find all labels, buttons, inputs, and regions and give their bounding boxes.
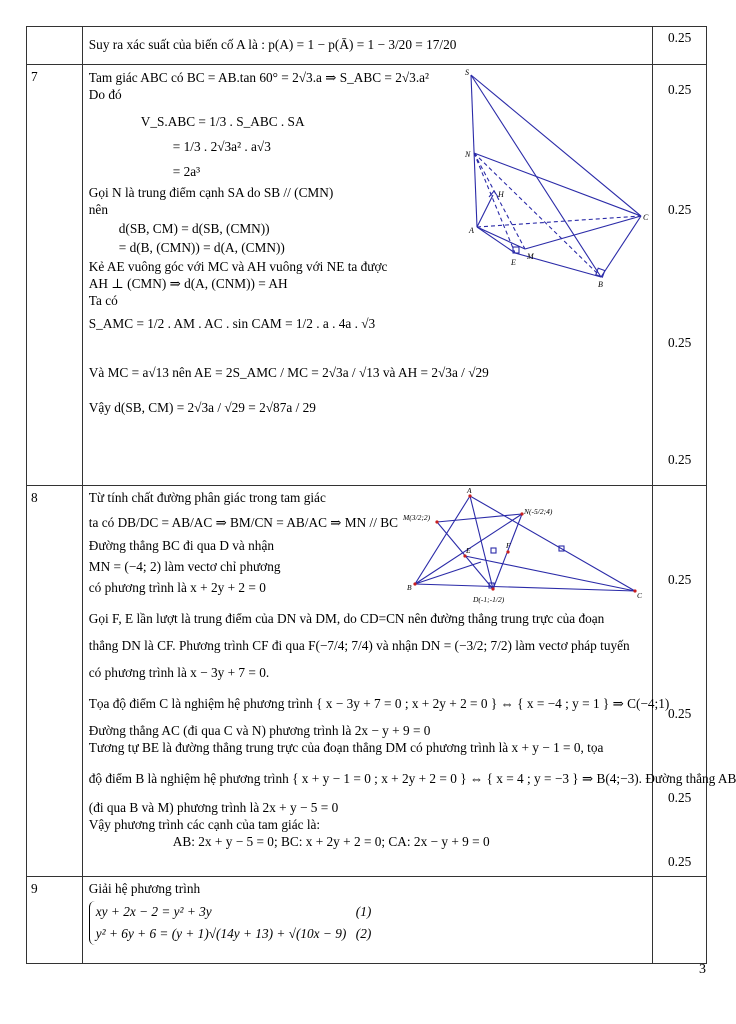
answer-content xyxy=(82,877,653,964)
pyramid-figure xyxy=(464,67,655,289)
answer-line: Tương tự BE là đường thẳng trung trực của đoạn thẳng DM có phương trình là x + y − 1 = 0, tọa xyxy=(88,740,604,755)
vertex-label: N(-5/2;4) xyxy=(523,507,553,516)
answer-line: có phương trình là x + 2y + 2 = 0 xyxy=(88,580,266,595)
vertex-label: N xyxy=(464,150,471,159)
answer-content xyxy=(82,65,653,486)
answer-line: d(SB, CM) = d(SB, (CMN)) xyxy=(118,221,270,236)
answer-line: ta có DB/DC = AB/AC ⇒ BM/CN = AB/AC ⇒ MN // BC xyxy=(88,515,398,530)
vertex-label: F xyxy=(505,541,511,550)
triangle-figure xyxy=(403,486,648,611)
answer-line: = 2a³ xyxy=(172,164,201,179)
answer-line: = d(B, (CMN)) = d(A, (CMN)) xyxy=(118,240,285,255)
answer-line: thẳng DN là CF. Phương trình CF đi qua F(−7/4; 7/4) và nhận DN = (−3/2; 7/2) làm vectơ pháp tuyến xyxy=(88,638,630,653)
answer-table xyxy=(26,26,736,964)
vertex-label: H xyxy=(497,190,504,199)
answer-line: (đi qua B và M) phương trình là 2x + y − 5 = 0 xyxy=(88,800,339,815)
question-number: 8 xyxy=(27,486,83,877)
answer-row xyxy=(27,65,707,486)
page-number: 3 xyxy=(699,962,706,977)
answer-line: Vậy d(SB, CM) = 2√3a / √29 = 2√87a / 29 xyxy=(88,400,316,415)
answer-row xyxy=(27,27,707,65)
vertex-label: C xyxy=(642,213,649,222)
score-value: 0.25 xyxy=(668,572,692,587)
answer-line: nên xyxy=(88,202,108,217)
answer-content xyxy=(82,27,653,65)
vertex-label: C xyxy=(636,591,642,600)
answer-line: MN = (−4; 2) làm vectơ chỉ phương xyxy=(88,559,281,574)
score-value: 0.25 xyxy=(668,706,692,721)
equation-1: xy + 2x − 2 = y² + 3y xyxy=(95,904,212,919)
answer-line: Giải hệ phương trình xyxy=(88,881,201,896)
answer-line: Suy ra xác suất của biến cố A là : p(A) = 1 − p(Ā) = 1 − 3/20 = 17/20 xyxy=(88,37,457,52)
vertex-label: D(-1;-1/2) xyxy=(472,595,505,604)
answer-row xyxy=(27,877,707,964)
answer-line: Tọa độ điểm C là nghiệm hệ phương trình { x − 3y + 7 = 0 ; x + 2y + 2 = 0 } ⇔ { x = −4 ; y = 1 } ⇒ C(−4;1) xyxy=(88,696,670,711)
vertex-label: A xyxy=(468,226,474,235)
answer-line: Từ tính chất đường phân giác trong tam giác xyxy=(88,490,326,505)
vertex-label: E xyxy=(465,546,471,555)
score-cell xyxy=(653,65,707,486)
score-value: 0.25 xyxy=(668,202,692,217)
answer-line: Đường thẳng AC (đi qua C và N) phương trình là 2x − y + 9 = 0 xyxy=(88,723,431,738)
score-cell xyxy=(653,877,707,964)
answer-line: Kẻ AE vuông góc với MC và AH vuông với NE ta được xyxy=(88,259,388,274)
answer-line: Ta có xyxy=(88,293,118,308)
answer-row xyxy=(27,486,707,877)
equation-1-tag: (1) xyxy=(355,904,372,919)
answer-line: có phương trình là x − 3y + 7 = 0. xyxy=(88,665,270,680)
equation-2-tag: (2) xyxy=(355,926,372,941)
answer-line: Gọi F, E lần lượt là trung điểm của DN và DM, do CD=CN nên đường thẳng trung trực của đoạn xyxy=(88,611,605,626)
answer-line: AB: 2x + y − 5 = 0; BC: x + 2y + 2 = 0; CA: 2x − y + 9 = 0 xyxy=(172,834,490,849)
score-value: 0.25 xyxy=(668,30,692,45)
score-value: 0.25 xyxy=(668,854,692,869)
answer-line: độ điểm B là nghiệm hệ phương trình { x + y − 1 = 0 ; x + 2y + 2 = 0 } ⇔ { x = 4 ; y = −3 } ⇒ B(4;−3). Đường thẳng AB xyxy=(88,771,736,786)
score-value: 0.25 xyxy=(668,335,692,350)
equation-2: y² + 6y + 6 = (y + 1)√(14y + 13) + √(10x − 9) xyxy=(95,926,347,941)
answer-line: Tam giác ABC có BC = AB.tan 60° = 2√3.a ⇒ S_ABC = 2√3.a² xyxy=(88,70,430,85)
vertex-label: S xyxy=(464,68,469,77)
answer-line: S_AMC = 1/2 . AM . AC . sin CAM = 1/2 . a . 4a . √3 xyxy=(88,316,376,331)
answer-line: = 1/3 . 2√3a² . a√3 xyxy=(172,139,271,154)
answer-line: Và MC = a√13 nên AE = 2S_AMC / MC = 2√3a / √13 và AH = 2√3a / √29 xyxy=(88,365,489,380)
answer-line: Vậy phương trình các cạnh của tam giác là: xyxy=(88,817,321,832)
score-value: 0.25 xyxy=(668,82,692,97)
score-cell xyxy=(653,486,707,877)
vertex-label: E xyxy=(510,258,516,267)
answer-line: Do đó xyxy=(88,87,122,102)
equation-system xyxy=(89,901,386,945)
vertex-label: M(3/2;2) xyxy=(402,513,430,522)
answer-line: Gọi N là trung điểm cạnh SA do SB // (CMN) xyxy=(88,185,334,200)
vertex-label: B xyxy=(406,583,412,592)
question-number: 7 xyxy=(27,65,83,486)
answer-line: AH ⊥ (CMN) ⇒ d(A, (CNM)) = AH xyxy=(88,276,288,291)
vertex-label: B xyxy=(597,280,603,289)
answer-line: Đường thẳng BC đi qua D và nhận xyxy=(88,538,275,553)
vertex-label: M xyxy=(526,252,534,261)
score-cell xyxy=(653,27,707,65)
question-number: 9 xyxy=(27,877,83,964)
score-value: 0.25 xyxy=(668,790,692,805)
vertex-label: A xyxy=(466,486,472,495)
score-value: 0.25 xyxy=(668,452,692,467)
question-number xyxy=(27,27,83,65)
answer-line: V_S.ABC = 1/3 . S_ABC . SA xyxy=(140,114,305,129)
